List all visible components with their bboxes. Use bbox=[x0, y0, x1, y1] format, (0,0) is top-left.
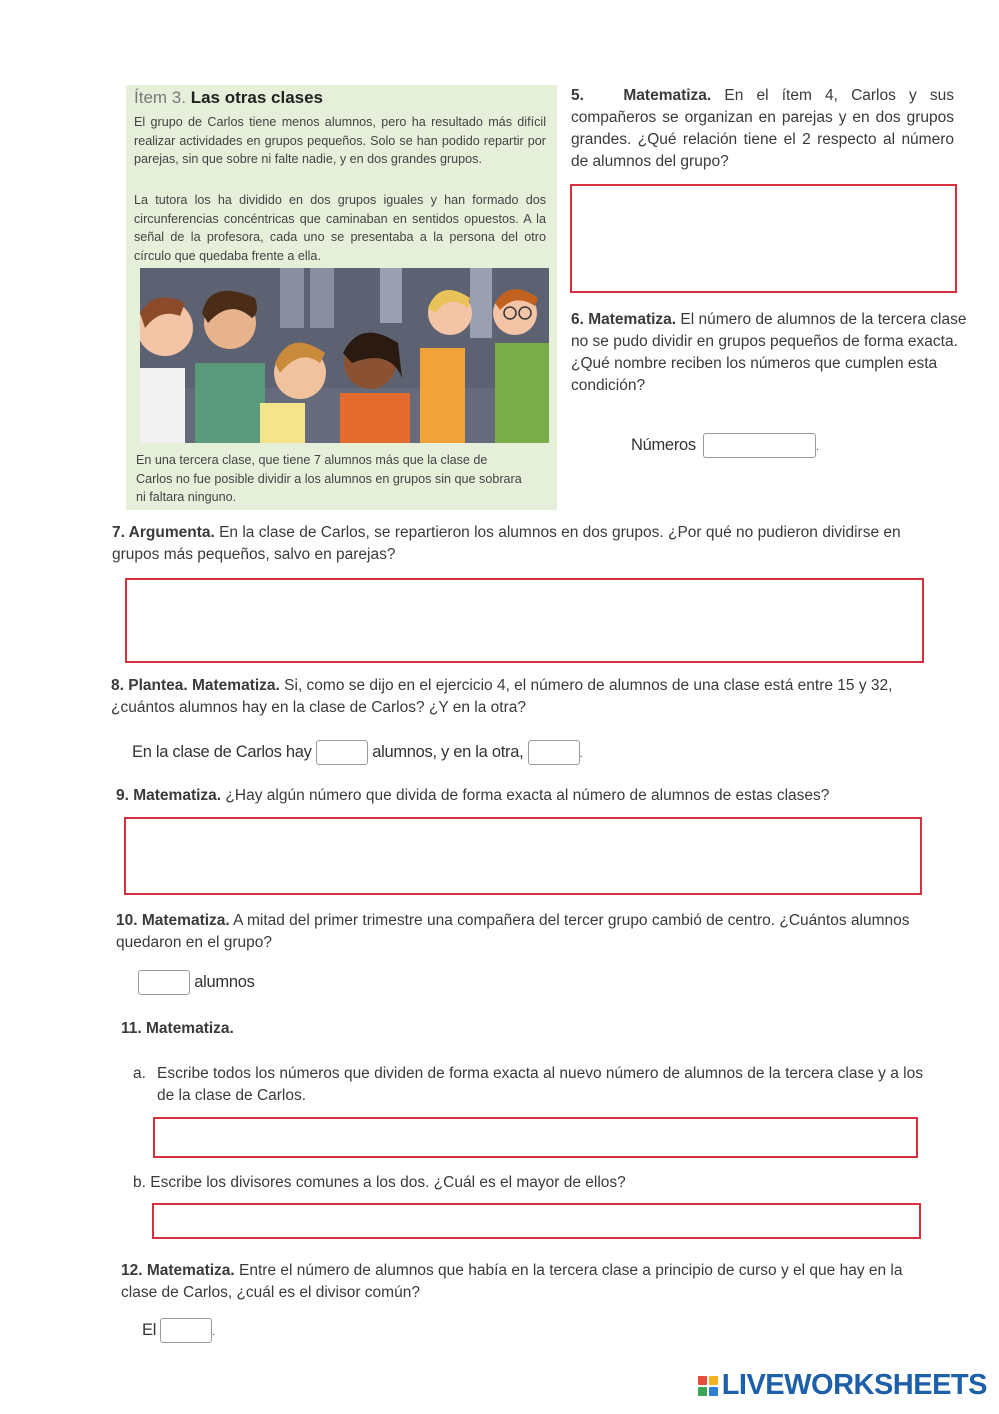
q5-label: 5. bbox=[571, 87, 584, 104]
q12-text: Entre el número de alumnos que había en la tercera clase a principio de curso y el que hay en la clase de Carlos, ¿cuál es el divisor común? bbox=[121, 1262, 903, 1301]
q12-label: 12. Matematiza. bbox=[121, 1262, 235, 1279]
liveworksheets-logo bbox=[698, 1369, 987, 1402]
students-illustration bbox=[140, 268, 549, 443]
q5-title: Matematiza. bbox=[623, 87, 712, 104]
item3-paragraph-1: El grupo de Carlos tiene menos alumnos, pero ha resultado más difícil realizar actividades en grupos pequeños. Solo se han podido repartir por parejas, sin que sobre ni falte nadie, y en dos grandes grupos. bbox=[134, 115, 546, 166]
q12-answer-line bbox=[142, 1318, 215, 1343]
q5-answer-box[interactable] bbox=[570, 184, 957, 293]
liveworksheets-logo-icon bbox=[698, 1376, 718, 1396]
q6-answer-input[interactable] bbox=[703, 433, 819, 458]
q11-a-marker: a. bbox=[133, 1065, 146, 1082]
q8-answer-suffix: . bbox=[579, 748, 583, 760]
question-10 bbox=[116, 910, 946, 954]
question-7 bbox=[112, 522, 942, 566]
question-8 bbox=[111, 675, 941, 719]
q7-answer-box[interactable] bbox=[125, 578, 924, 663]
q8-answer-line bbox=[132, 740, 582, 765]
item3-paragraph-3: En una tercera clase, que tiene 7 alumnos más que la clase de Carlos no fue posible dividir a los alumnos en grupos sin que sobrara ni faltara ninguno. bbox=[136, 453, 522, 504]
q11-b-answer-box[interactable] bbox=[152, 1203, 921, 1239]
q8-answer-part2: alumnos, y en la otra, bbox=[372, 742, 524, 761]
q9-label: 9. Matematiza. bbox=[116, 787, 222, 804]
item3-panel bbox=[126, 85, 557, 510]
q11-b-marker: b. bbox=[133, 1174, 146, 1191]
q8-text: Si, como se dijo en el ejercicio 4, el número de alumnos de una clase está entre 15 y 32, ¿cuántos alumnos hay en la clase de Carlos? ¿Y en la otra? bbox=[111, 677, 893, 716]
q9-answer-box[interactable] bbox=[124, 817, 922, 895]
q10-answer-line bbox=[138, 970, 255, 995]
question-11 bbox=[121, 1018, 234, 1040]
q11-part-b bbox=[133, 1172, 933, 1194]
q5-text: En el ítem 4, Carlos y sus compañeros se organizan en parejas y en dos grupos grandes. ¿Qué relación tiene el 2 respecto al número de alumnos del grupo? bbox=[571, 87, 955, 170]
item3-number: Ítem 3. bbox=[134, 88, 186, 107]
item3-title: Las otras clases bbox=[190, 88, 324, 107]
q10-text: A mitad del primer trimestre una compañera del tercer grupo cambió de centro. ¿Cuántos alumnos quedaron en el grupo? bbox=[116, 912, 910, 951]
question-5 bbox=[571, 85, 954, 173]
q7-text: En la clase de Carlos, se repartieron los alumnos en dos grupos. ¿Por qué no pudieron dividirse en grupos más pequeños, salvo en parejas? bbox=[112, 524, 901, 563]
q6-text: El número de alumnos de la tercera clase no se pudo dividir en grupos pequeños de forma exacta. ¿Qué nombre reciben los números que cumplen esta condición? bbox=[571, 311, 967, 394]
q8-answer-input-carlos[interactable] bbox=[316, 740, 368, 765]
q6-label: 6. Matematiza. bbox=[571, 311, 677, 328]
q8-label: 8. Plantea. Matematiza. bbox=[111, 677, 280, 694]
q12-answer-prefix: El bbox=[142, 1320, 157, 1339]
item3-paragraph-2: La tutora los ha dividido en dos grupos iguales y han formado dos circunferencias concéntricas que caminaban en sentidos opuestos. A la señal de la profesora, cada uno se presentaba a la persona del otro círculo que quedaba frente a ella. bbox=[134, 193, 546, 263]
q9-text: ¿Hay algún número que divida de forma exacta al número de alumnos de estas clases? bbox=[225, 787, 830, 804]
q8-answer-part1: En la clase de Carlos hay bbox=[132, 742, 312, 761]
brand-name: LIVEWORKSHEETS bbox=[721, 1369, 987, 1401]
q10-answer-input[interactable] bbox=[138, 970, 190, 995]
q11-a-answer-box[interactable] bbox=[153, 1117, 918, 1158]
q11-a-text: Escribe todos los números que dividen de forma exacta al nuevo número de alumnos de la tercera clase y a los de la clase de Carlos. bbox=[157, 1065, 923, 1104]
q12-answer-suffix: . bbox=[212, 1326, 215, 1338]
q10-answer-suffix: alumnos bbox=[194, 972, 255, 991]
q8-answer-input-other[interactable] bbox=[528, 740, 583, 765]
item3-heading bbox=[134, 88, 323, 108]
q11-label: 11. Matematiza. bbox=[121, 1020, 234, 1037]
q6-answer-suffix: . bbox=[816, 441, 819, 453]
q7-label: 7. Argumenta. bbox=[112, 524, 215, 541]
q6-answer-line bbox=[631, 433, 819, 458]
q6-answer-prefix: Números bbox=[631, 435, 696, 454]
question-6 bbox=[571, 309, 971, 397]
question-12 bbox=[121, 1260, 921, 1304]
q11-part-a bbox=[133, 1063, 933, 1107]
question-9 bbox=[116, 785, 946, 807]
q10-label: 10. Matematiza. bbox=[116, 912, 230, 929]
q11-b-text: Escribe los divisores comunes a los dos. ¿Cuál es el mayor de ellos? bbox=[150, 1174, 626, 1191]
q12-answer-input[interactable] bbox=[160, 1318, 215, 1343]
